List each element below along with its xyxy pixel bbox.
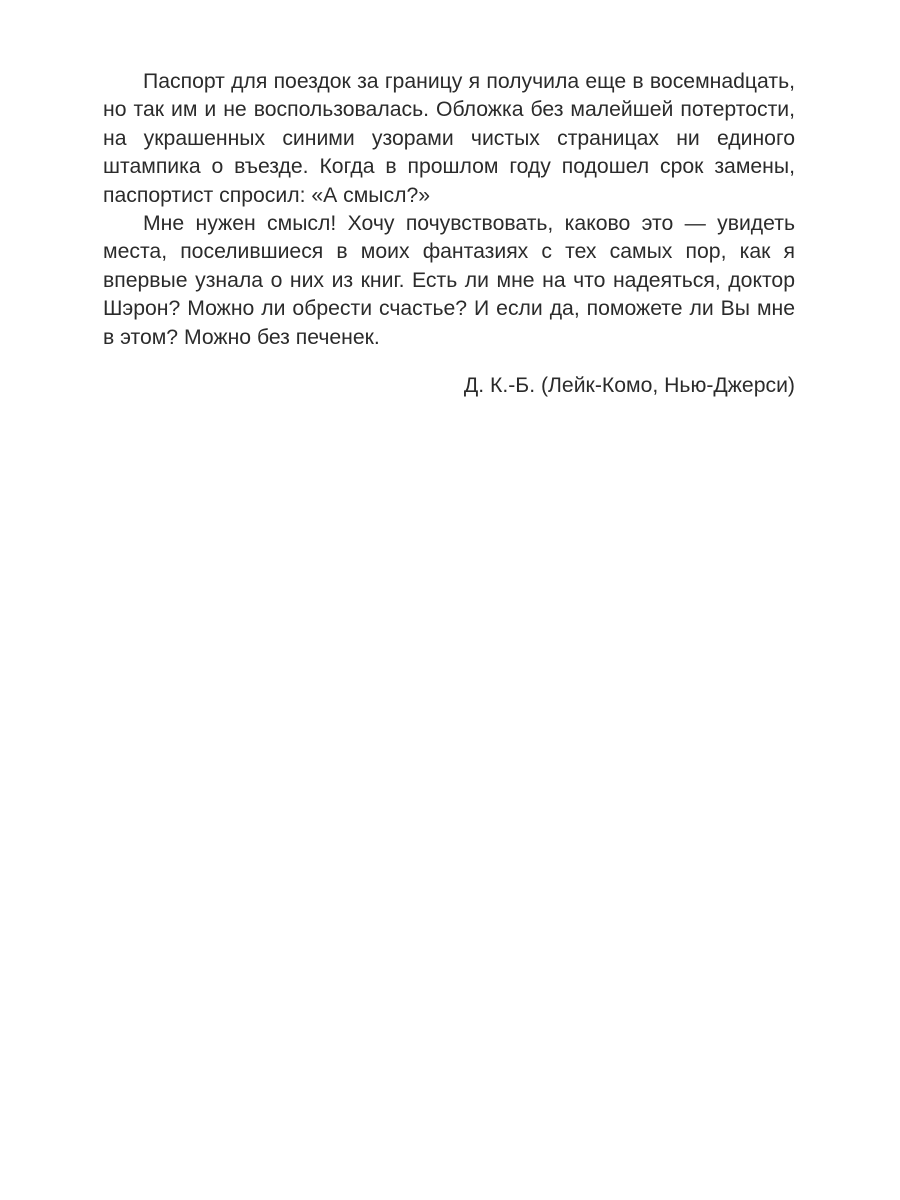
paragraph: Мне нужен смысл! Хочу почувствовать, каково это — увидеть места, поселившиеся в моих фантазиях с тех самых пор, как я впервые узнала о них из книг. Есть ли мне на что надеяться, доктор Шэрон? Можно ли обрести счастье? И если да, поможете ли Вы мне в этом? Можно без печенек. (103, 212, 795, 349)
document-page (103, 68, 795, 400)
paragraph: Паспорт для поездок за границу я получила еще в восемнаdцать, но так им и не воспользовалась. Обложка без малейшей потертости, на украшенных синими узорами чистых страницах ни единого штампика о въезде. Когда в прошлом году подошел срок замены, паспортист спросил: «А смысл?» (103, 70, 795, 207)
letter-signature: Д. К.-Б. (Лейк-Комо, Нью-Джерси) (463, 374, 795, 398)
